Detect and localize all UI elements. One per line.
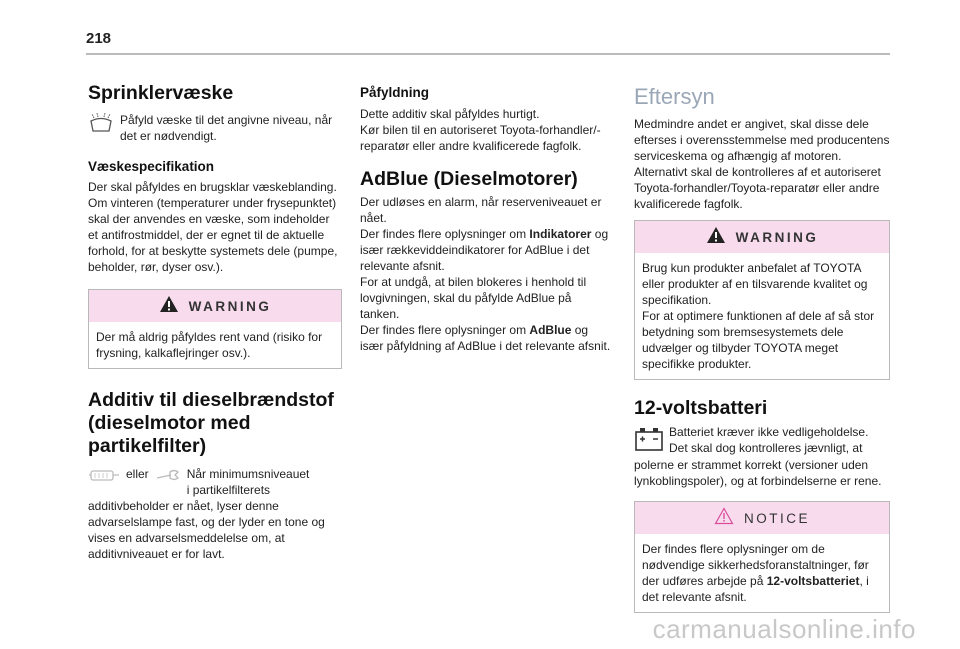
additiv-or: eller bbox=[126, 467, 149, 481]
additiv-title: Additiv til dieselbrændstof (dieselmotor med partikelfilter) bbox=[88, 389, 334, 457]
column-3 bbox=[634, 64, 890, 613]
pafyld-text: Dette additiv skal påfyldes hurtigt. Kør bilen til en autoriseret Toyota-forhandler/-reparatør eller andre kvalificerede fagfolk. bbox=[360, 107, 601, 153]
notice-a: Der findes flere oplysninger om de nødvendige sikkerhedsforanstaltninger, før der udføres arbejde på bbox=[642, 542, 869, 588]
adblue-p1: Der udløses en alarm, når reserveniveauet er nået. bbox=[360, 195, 602, 225]
adblue-title: AdBlue (Dieselmotorer) bbox=[360, 168, 578, 190]
sprinkler-title: Sprinklervæske bbox=[88, 82, 234, 104]
pafyld-title: Påfyldning bbox=[360, 85, 430, 100]
notice-text bbox=[635, 534, 889, 612]
notice-link-battery: 12-voltsbatteriet bbox=[766, 574, 860, 588]
eftersyn-title: Eftersyn bbox=[634, 84, 715, 109]
adblue-p3: For at undgå, at bilen blokeres i henhold til lovgivningen, skal du påfylde AdBlue på tanken. bbox=[360, 275, 587, 321]
fuel-filter-icon bbox=[88, 466, 120, 498]
eftersyn-text: Medmindre andet er angivet, skal disse dele efterses i overensstemmelse med producentens serviceskema og afhængig af motoren. Alternativt skal de kontrolleres af et autoriseret Toyota-forhandler/Toyota-reparatør eller andre kvalificerede fagfolk. bbox=[634, 117, 890, 211]
notice-label: NOTICE bbox=[743, 510, 810, 526]
additiv-text-right: Når minimumsniveauet i partikelfilterets bbox=[186, 467, 310, 497]
sprinkler-row bbox=[88, 112, 342, 144]
adblue-p4c: og især påfyldning af AdBlue i det relevante afsnit. bbox=[360, 323, 611, 353]
page-number: 218 bbox=[86, 30, 112, 47]
battery-row bbox=[634, 424, 890, 457]
battery-icon bbox=[634, 424, 664, 457]
warning-triangle-icon bbox=[159, 295, 179, 318]
warning-label: WARNING bbox=[188, 298, 272, 314]
spec-text: Der skal påfyldes en brugsklar væskeblanding. Om vinteren (temperaturer under frysepunktet) skal der anvendes en væske, som indeholder et antifrostmiddel, der er egnet til de aktuelle forhold, for at beskytte systemets dele (pumpe, beholder, rør, dyser osv.). bbox=[88, 180, 338, 274]
warning-label: WARNING bbox=[735, 229, 819, 245]
notice-box bbox=[634, 501, 890, 613]
notice-triangle-icon bbox=[714, 507, 734, 530]
adblue-p2c: og især rækkeviddeindikatorer for AdBlue i det relevante afsnit. bbox=[360, 227, 609, 273]
sprinkler-text: Påfyld væske til det angivne niveau, når det er nødvendigt. bbox=[120, 113, 333, 143]
warning-triangle-icon bbox=[706, 226, 726, 249]
adblue-p4a: Der findes flere oplysninger om bbox=[360, 323, 530, 337]
notice-c: , i det relevante afsnit. bbox=[642, 574, 869, 604]
adblue-p2a: Der findes flere oplysninger om bbox=[360, 227, 530, 241]
column-2 bbox=[360, 64, 612, 354]
watermark: carmanualsonline.info bbox=[652, 614, 916, 644]
header-rule bbox=[86, 53, 890, 55]
warning-box-1 bbox=[88, 289, 342, 369]
column-1 bbox=[88, 64, 342, 562]
spec-title: Væskespecifikation bbox=[88, 159, 215, 174]
battery-text: polerne er strammet korrekt (versioner uden lynkoblingspoler), og at forbindelserne er rene. bbox=[634, 458, 882, 488]
wrench-icon bbox=[155, 466, 181, 498]
battery-text-right: Batteriet kræver ikke vedligeholdelse. Det skal dog kontrolleres jævnligt, at bbox=[669, 425, 869, 455]
warning-box-2 bbox=[634, 220, 890, 380]
adblue-link-indikatorer: Indikatorer bbox=[529, 227, 592, 241]
adblue-link-adblue: AdBlue bbox=[529, 323, 572, 337]
warning-text: Brug kun produkter anbefalet af TOYOTA eller produkter af en tilsvarende kvalitet og specifikation. For at optimere funktionen af dele af så stor betydning som bremsesystemets dele udvælger og tilbyder TOYOTA meget specifikke produkter. bbox=[642, 261, 875, 371]
adblue-text bbox=[360, 194, 612, 354]
battery-title: 12-voltsbatteri bbox=[634, 397, 768, 419]
warning-text: Der må aldrig påfyldes rent vand (risiko for frysning, kalkaflejringer osv.). bbox=[96, 330, 323, 360]
additiv-text: additivbeholder er nået, lyser denne advarselslampe fast, og der lyder en tone og vises en advarselsmeddelelse om, at additivniveauet er for lavt. bbox=[88, 499, 325, 561]
additiv-icon-row bbox=[88, 466, 342, 498]
washer-fluid-icon bbox=[88, 112, 114, 139]
